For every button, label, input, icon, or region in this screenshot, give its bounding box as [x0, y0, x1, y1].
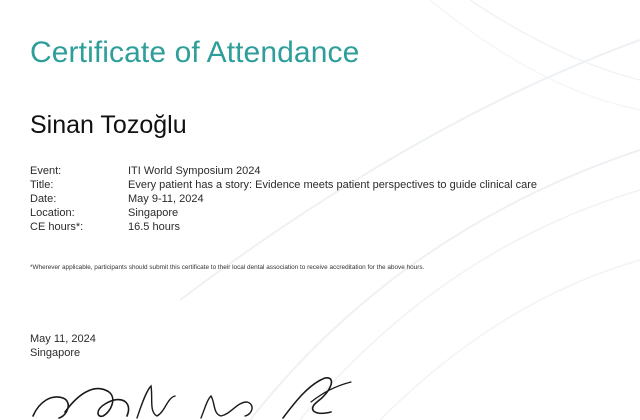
detail-row-ce-hours [30, 220, 620, 234]
detail-label: Location: [30, 207, 75, 219]
detail-row-date [30, 192, 620, 206]
detail-value: May 9-11, 2024 [128, 193, 204, 205]
recipient-name: Sinan Tozoğlu [30, 111, 187, 139]
certificate-title: Certificate of Attendance [30, 36, 360, 69]
detail-row-title [30, 178, 620, 192]
handwritten-signature [25, 372, 355, 420]
detail-label: CE hours*: [30, 221, 84, 233]
issue-place: Singapore [30, 347, 81, 359]
detail-row-location [30, 206, 620, 220]
detail-value: Every patient has a story: Evidence meets patient perspectives to guide clinical care [128, 179, 538, 191]
detail-label: Date: [30, 193, 57, 205]
accreditation-footnote: *Wherever applicable, participants should submit this certificate to their local dental association to receive accreditation for the above hours. [30, 264, 425, 271]
detail-label: Title: [30, 179, 54, 191]
issue-info [30, 332, 96, 360]
detail-value: ITI World Symposium 2024 [128, 165, 261, 177]
event-details [30, 164, 620, 234]
detail-label: Event: [30, 165, 62, 177]
detail-value: 16.5 hours [128, 221, 180, 233]
detail-row-event [30, 164, 620, 178]
issue-date: May 11, 2024 [30, 333, 96, 345]
detail-value: Singapore [128, 207, 179, 219]
